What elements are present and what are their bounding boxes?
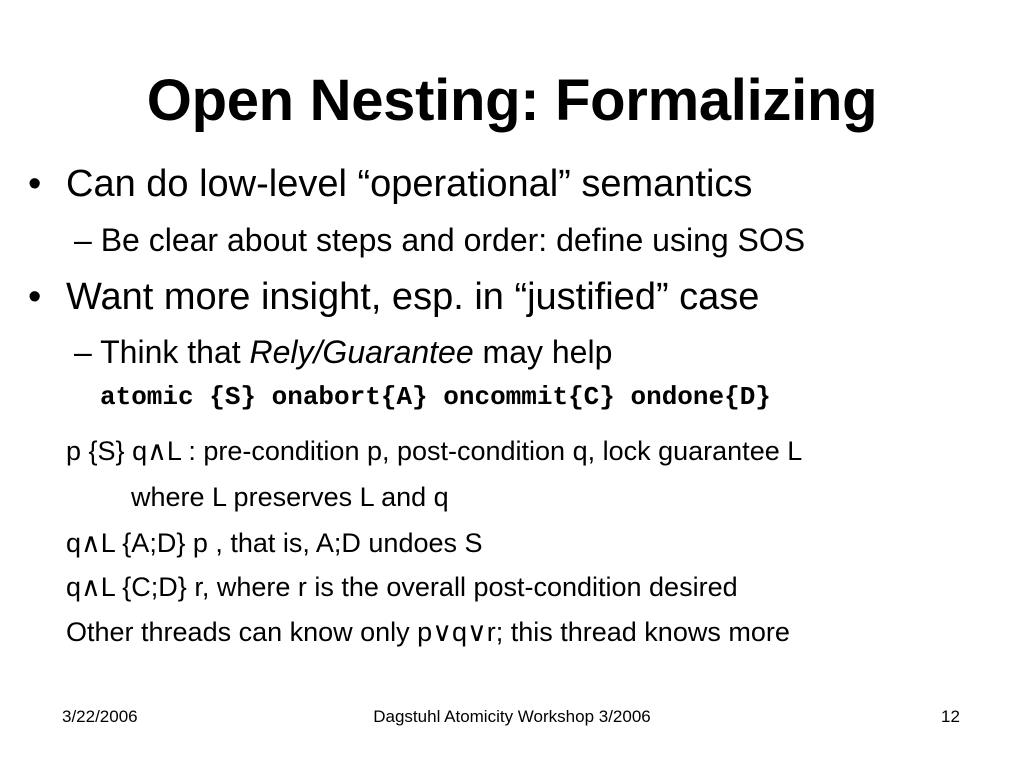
footer-page-number: 12 (941, 707, 960, 726)
bullet-operational-semantics (28, 162, 752, 206)
condition-line-pre-post: p {S} q∧L : pre-condition p, post-condition q, lock guarantee L (66, 436, 803, 466)
atomic-code-line: atomic {S} onabort{A} oncommit{C} ondone{D} (100, 382, 771, 412)
bullet-dot: • (28, 276, 42, 318)
condition-line-preserves: where L preserves L and q (131, 482, 449, 512)
bullet-dot: • (28, 163, 42, 205)
footer-date: 3/22/2006 (62, 707, 138, 726)
condition-line-undoes: q∧L {A;D} p , that is, A;D undoes S (66, 528, 483, 558)
sub-prefix: – Think that (74, 334, 250, 370)
condition-line-other-threads: Other threads can know only p∨q∨r; this thread knows more (66, 617, 790, 647)
bullet-text: Can do low-level “operational” semantics (66, 163, 753, 205)
bullet-text: Want more insight, esp. in “justified” case (66, 276, 760, 318)
sub-bullet-sos: – Be clear about steps and order: define using SOS (74, 222, 806, 258)
bullet-more-insight (28, 275, 759, 319)
sub-suffix: may help (473, 334, 613, 370)
slide-title: Open Nesting: Formalizing (146, 68, 878, 133)
condition-line-post-condition: q∧L {C;D} r, where r is the overall post-condition desired (66, 572, 738, 602)
footer-workshop: Dagstuhl Atomicity Workshop 3/2006 (373, 707, 651, 726)
rely-guarantee-emphasis: Rely/Guarantee (249, 334, 474, 370)
sub-bullet-rely-guarantee (74, 333, 612, 371)
